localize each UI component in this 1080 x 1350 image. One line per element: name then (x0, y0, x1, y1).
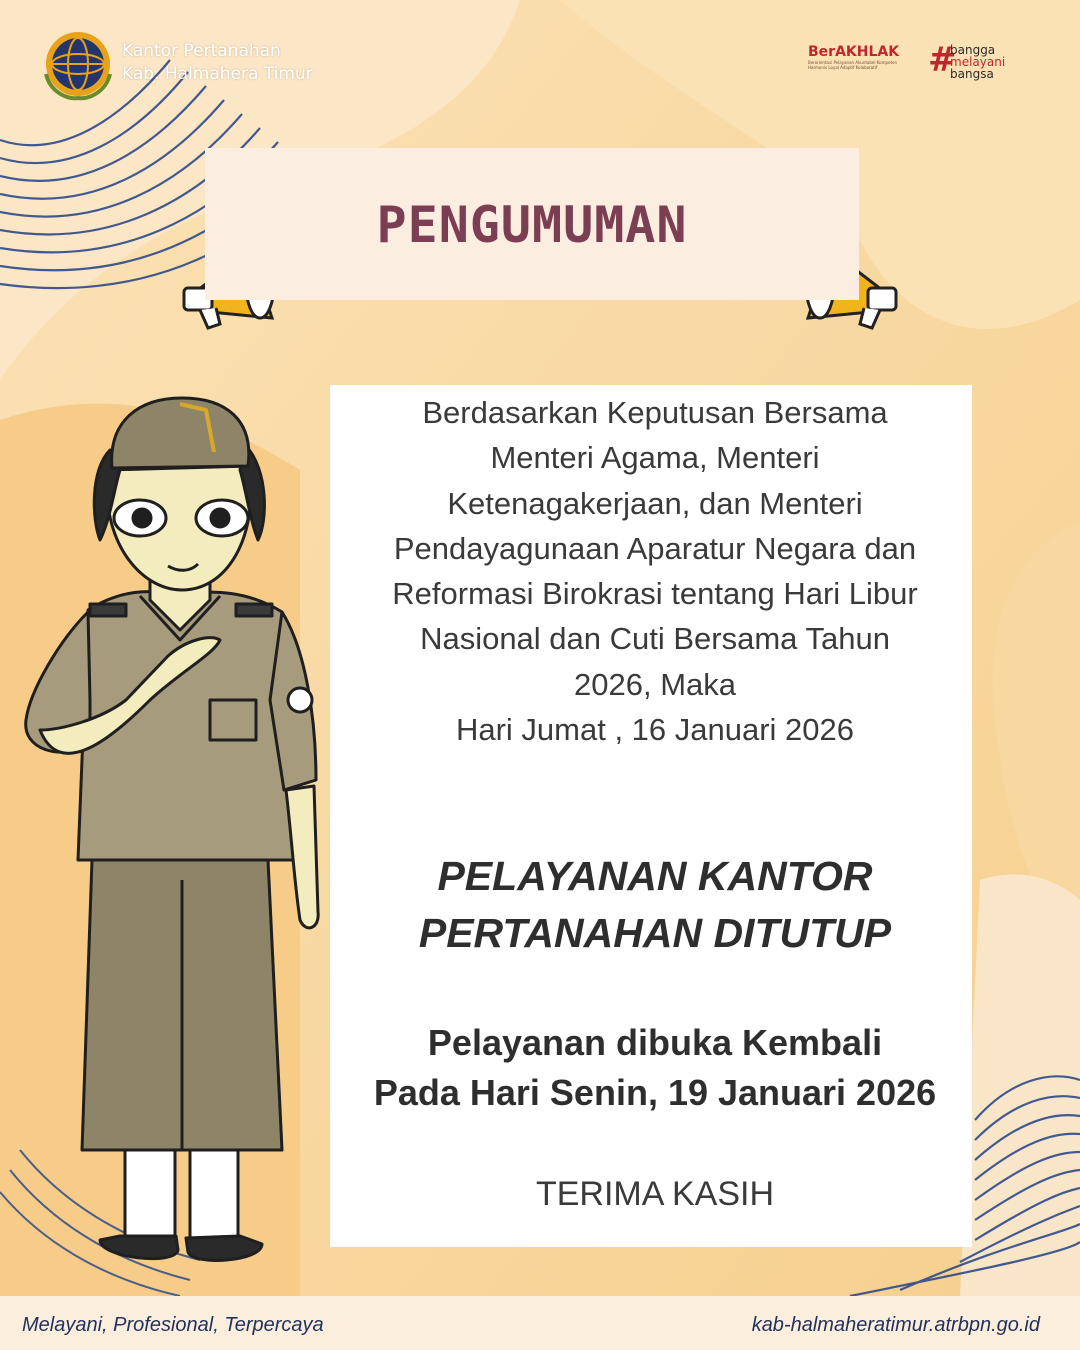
footer-website-link[interactable]: kab-halmaheratimur.atrbpn.go.id (751, 1314, 1040, 1336)
closed-line: PERTANAHAN DITUTUP (418, 910, 892, 956)
page-title: PENGUMUMAN (376, 196, 688, 254)
body-line: Berdasarkan Keputusan Bersama (422, 395, 888, 430)
bangga-line1: bangga (950, 43, 996, 57)
reopen-line: Pada Hari Senin, 19 Januari 2026 (373, 1072, 937, 1113)
thanks-text: TERIMA KASIH (535, 1175, 775, 1213)
reopen-notice (325, 1018, 985, 1118)
body-line: Pendayagunaan Aparatur Negara dan (393, 530, 917, 566)
bangga-line3: bangsa (950, 67, 994, 81)
reopen-line: Pelayanan dibuka Kembali (427, 1022, 883, 1063)
hashtag-icon: # (928, 40, 957, 80)
berakhlak-tagline-1: Berorientasi Pelayanan Akuntabel Kompeten (808, 60, 898, 65)
berakhlak-word: BerAKHLAK (808, 44, 900, 60)
berakhlak-logo (808, 44, 918, 84)
body-line: Reformasi Birokrasi tentang Hari Libur (392, 576, 918, 612)
org-name (122, 40, 313, 86)
closed-notice (330, 848, 980, 962)
bangga-melayani-logo (928, 40, 1038, 84)
body-line: Hari Jumat , 16 Januari 2026 (455, 712, 855, 748)
bangga-line2: melayani (950, 55, 1006, 69)
org-name-line2: Kab. Halmahera Timur (122, 64, 313, 84)
body-line: 2026, Maka (574, 666, 736, 702)
body-line: Menteri Agama, Menteri (490, 440, 820, 476)
footer-bar (0, 1296, 1080, 1350)
org-name-line1: Kantor Pertanahan (122, 41, 281, 61)
body-line: Nasional dan Cuti Bersama Tahun (420, 621, 890, 657)
closed-line: PELAYANAN KANTOR (437, 853, 873, 899)
body-line: Ketenagakerjaan, dan Menteri (447, 485, 863, 521)
announcement-body (330, 390, 980, 752)
bpn-logo-icon (46, 32, 110, 98)
berakhlak-tagline-2: Harmonis Loyal Adaptif Kolaboratif (808, 65, 878, 70)
footer-motto: Melayani, Profesional, Terpercaya (22, 1314, 324, 1336)
